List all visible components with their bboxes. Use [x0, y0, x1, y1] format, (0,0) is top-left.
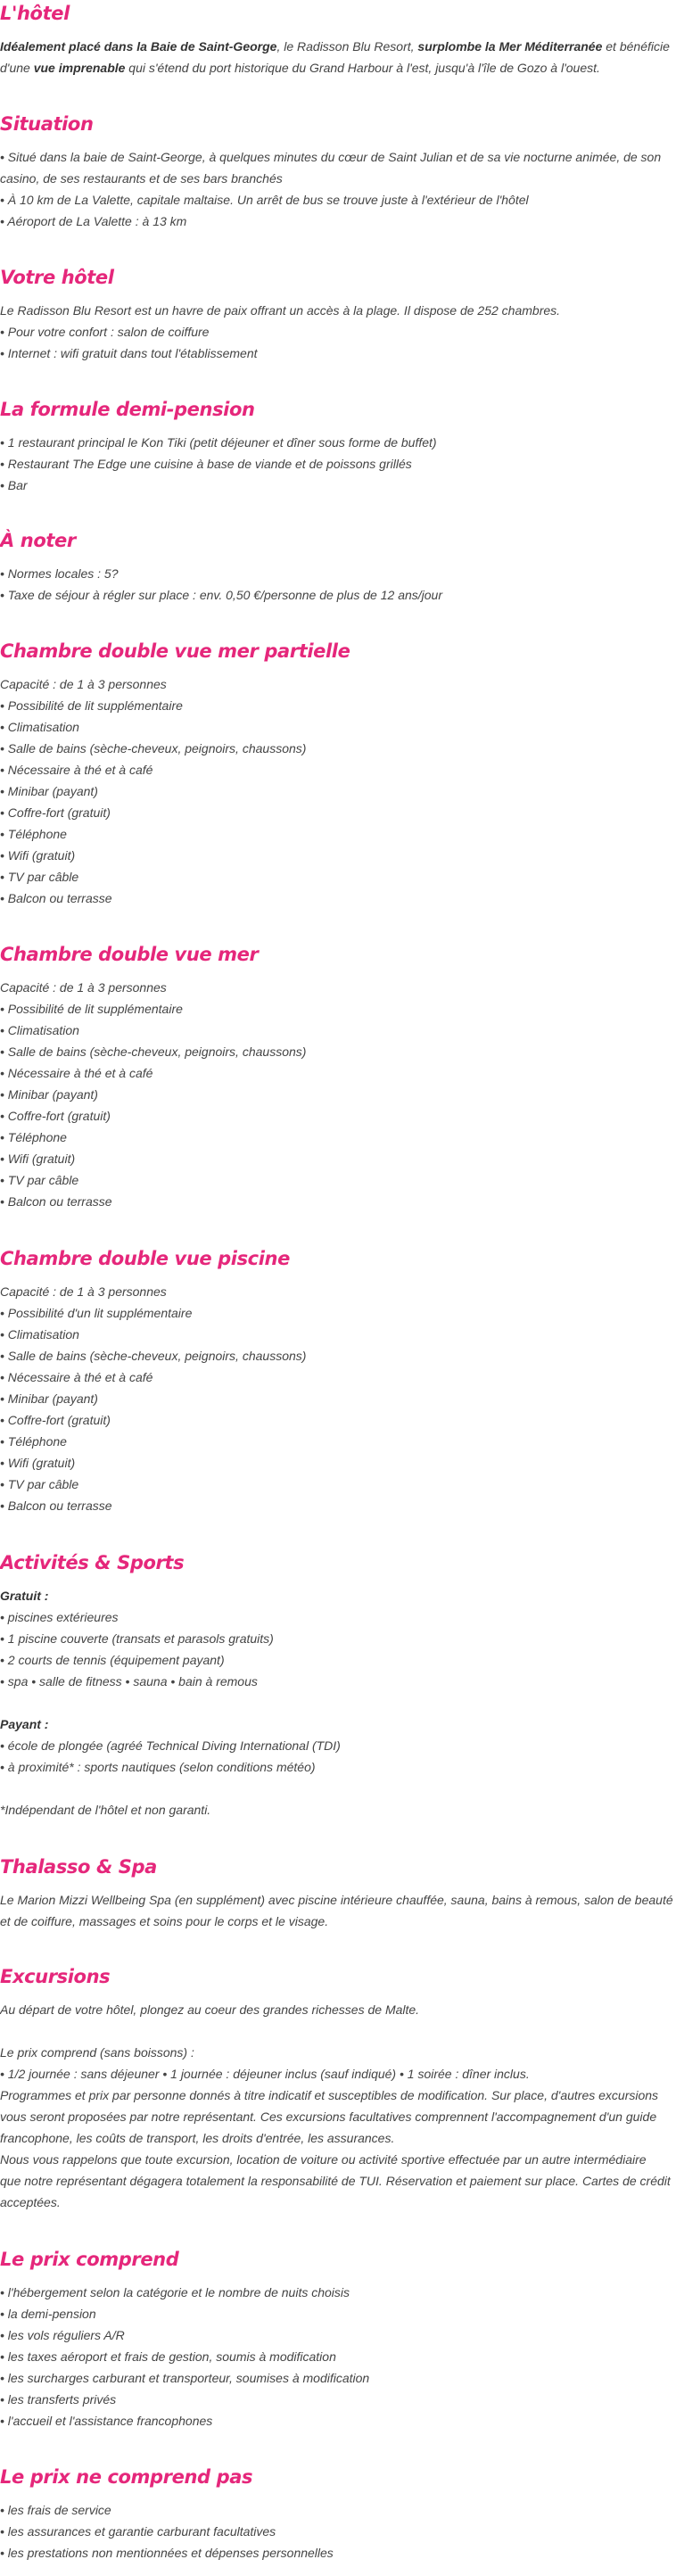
section-heading: Chambre double vue mer [0, 944, 259, 965]
list-item: • Normes locales : 5? [0, 566, 119, 581]
text-line: francophone, les coûts de transport, les droits d'entrée, les assurances. [0, 2131, 395, 2145]
section-le-prix-comprend [0, 2246, 676, 2428]
section-heading: Thalasso & Spa [0, 1856, 157, 1878]
section-activites-sports [0, 1549, 676, 1817]
list-item: • la demi-pension [0, 2307, 96, 2321]
list-item: • Salle de bains (sèche-cheveux, peignoirs, chaussons) [0, 1044, 307, 1059]
text-line: vous seront proposées par notre représentant. Ces excursions facultatives comprennent l'accompagnement d'un guide [0, 2110, 657, 2124]
list-item: • les surcharges carburant et transporteur, soumises à modification [0, 2371, 370, 2385]
section-l-hotel [0, 0, 676, 75]
highlighted-text: vue imprenable [33, 61, 126, 75]
text-line: Au départ de votre hôtel, plongez au coeur des grandes richesses de Malte. [0, 2002, 420, 2017]
list-item: • les frais de service [0, 2503, 111, 2517]
list-item: • Wifi (gratuit) [0, 1152, 76, 1166]
text-line: *Indépendant de l'hôtel et non garanti. [0, 1803, 211, 1817]
list-item: • Minibar (payant) [0, 1087, 98, 1102]
list-item: • À 10 km de La Valette, capitale maltaise. Un arrêt de bus se trouve juste à l'extérieur de l'hôtel [0, 193, 529, 207]
section-body [0, 146, 676, 232]
section-la-formule-demi-pension [0, 396, 676, 492]
text-line: Le prix comprend (sans boissons) : [0, 2045, 194, 2060]
highlighted-text: surplombe la Mer Méditerranée [417, 39, 603, 54]
section-heading: Activités & Sports [0, 1552, 185, 1573]
list-item: • Internet : wifi gratuit dans tout l'établissement [0, 346, 258, 360]
section-votre-hotel [0, 264, 676, 360]
text-line: Capacité : de 1 à 3 personnes [0, 980, 167, 995]
list-item: • TV par câble [0, 1173, 79, 1187]
text-line: Le Marion Mizzi Wellbeing Spa (en supplément) avec piscine intérieure chauffée, sauna, bains à remous, salon de beauté [0, 1893, 673, 1907]
text-line: Capacité : de 1 à 3 personnes [0, 1284, 167, 1299]
list-item: • Minibar (payant) [0, 784, 98, 798]
list-item: • Nécessaire à thé et à café [0, 763, 153, 777]
list-item: • Salle de bains (sèche-cheveux, peignoirs, chaussons) [0, 741, 307, 755]
section-heading: Situation [0, 113, 94, 135]
list-item: • Possibilité de lit supplémentaire [0, 698, 183, 713]
list-item: • les vols réguliers A/R [0, 2328, 125, 2342]
text-line: Nous vous rappelons que toute excursion, location de voiture ou activité sportive effectuée par un autre intermédiaire [0, 2152, 647, 2167]
list-item: • piscines extérieures [0, 1610, 119, 1624]
section-heading: Le prix ne comprend pas [0, 2466, 253, 2488]
section-body [0, 563, 676, 606]
list-item: • Nécessaire à thé et à café [0, 1370, 153, 1384]
list-item: • les prestations non mentionnées et dépenses personnelles [0, 2546, 334, 2560]
list-item: • 1 piscine couverte (transats et parasols gratuits) [0, 1631, 274, 1646]
section-body [0, 1281, 676, 1516]
list-item: • Climatisation [0, 1327, 79, 1342]
text-line: casino, de ses restaurants et de ses bars branchés [0, 171, 283, 186]
text-line: que notre représentant dégagera totalement la responsabilité de TUI. Réservation et paiement sur place. Cartes de crédit [0, 2174, 671, 2188]
list-item: • TV par câble [0, 870, 79, 884]
section-heading: Le prix comprend [0, 2249, 179, 2270]
list-item: • Coffre-fort (gratuit) [0, 805, 111, 820]
section-heading: La formule demi-pension [0, 399, 255, 420]
list-item: • Coffre-fort (gratuit) [0, 1109, 111, 1123]
section-thalasso-spa [0, 1854, 676, 1928]
text-line: acceptées. [0, 2195, 61, 2209]
intro-paragraph [0, 36, 676, 78]
section-heading: Excursions [0, 1966, 111, 1987]
list-item: • Situé dans la baie de Saint-George, à quelques minutes du cœur de Saint Julian et de sa vie nocturne animée, de son [0, 150, 662, 164]
sub-label: Payant : [0, 1717, 49, 1731]
list-item: • Coffre-fort (gratuit) [0, 1413, 111, 1427]
list-item: • école de plongée (agréé Technical Diving International (TDI) [0, 1738, 341, 1753]
text-run: , le Radisson Blu Resort, [276, 39, 418, 54]
sub-label: Gratuit : [0, 1589, 49, 1603]
list-item: • Minibar (payant) [0, 1391, 98, 1406]
text-line: Le Radisson Blu Resort est un havre de paix offrant un accès à la plage. Il dispose de 252 chambres. [0, 303, 561, 318]
list-item: • 1 restaurant principal le Kon Tiki (petit déjeuner et dîner sous forme de buffet) [0, 435, 437, 450]
list-item: • à proximité* : sports nautiques (selon conditions météo) [0, 1760, 316, 1774]
list-item: • Balcon ou terrasse [0, 1194, 112, 1209]
section-body [0, 432, 676, 496]
text-run: qui s'étend du port historique du Grand Harbour à l'est, jusqu'à l'île de Gozo à l'ouest. [125, 61, 600, 75]
section-heading: L'hôtel [0, 3, 70, 24]
list-item: • l'accueil et l'assistance francophones [0, 2414, 213, 2428]
section-chambre-double-vue-mer-partielle [0, 638, 676, 905]
section-body [0, 36, 676, 78]
list-item: • les taxes aéroport et frais de gestion, soumis à modification [0, 2349, 336, 2364]
section-situation [0, 111, 676, 228]
list-item: • les assurances et garantie carburant facultatives [0, 2524, 276, 2539]
text-line: Programmes et prix par personne donnés à titre indicatif et susceptibles de modification. Sur place, d'autres excursions [0, 2088, 659, 2102]
list-item: • Téléphone [0, 1434, 67, 1449]
list-item: • Salle de bains (sèche-cheveux, peignoirs, chaussons) [0, 1349, 307, 1363]
list-item: • Climatisation [0, 1023, 79, 1037]
section-heading: Votre hôtel [0, 267, 114, 288]
section-chambre-double-vue-mer [0, 941, 676, 1209]
list-item: • spa • salle de fitness • sauna • bain à remous [0, 1674, 258, 1688]
section-body [0, 1585, 676, 1821]
list-item: • 2 courts de tennis (équipement payant) [0, 1653, 225, 1667]
section-le-prix-ne-comprend-pas [0, 2464, 676, 2560]
section-excursions [0, 1963, 676, 2209]
list-item: • Taxe de séjour à régler sur place : env. 0,50 €/personne de plus de 12 ans/jour [0, 588, 442, 602]
section-body [0, 977, 676, 1212]
list-item: • Téléphone [0, 1130, 67, 1144]
section-heading: Chambre double vue piscine [0, 1248, 290, 1269]
section-body [0, 1999, 676, 2213]
text-line: Capacité : de 1 à 3 personnes [0, 677, 167, 691]
list-item: • les transferts privés [0, 2392, 117, 2407]
list-item: • Pour votre confort : salon de coiffure [0, 325, 210, 339]
list-item: • Wifi (gratuit) [0, 1456, 76, 1470]
section-a-noter [0, 527, 676, 602]
list-item: • Wifi (gratuit) [0, 848, 76, 863]
list-item: • Possibilité d'un lit supplémentaire [0, 1306, 193, 1320]
list-item: • Nécessaire à thé et à café [0, 1066, 153, 1080]
list-item: • 1/2 journée : sans déjeuner • 1 journée : déjeuner inclus (sauf indiqué) • 1 soirée : dîner inclus. [0, 2067, 530, 2081]
list-item: • Balcon ou terrasse [0, 891, 112, 905]
list-item: • Restaurant The Edge une cuisine à base de viande et de poissons grillés [0, 457, 412, 471]
list-item: • Possibilité de lit supplémentaire [0, 1002, 183, 1016]
blank-line [0, 1778, 676, 1799]
text-run: et bénéficie d'une [0, 39, 670, 75]
list-item: • Climatisation [0, 720, 79, 734]
section-heading: Chambre double vue mer partielle [0, 640, 350, 662]
list-item: • l'hébergement selon la catégorie et le nombre de nuits choisis [0, 2285, 350, 2299]
list-item: • TV par câble [0, 1477, 79, 1491]
list-item: • Aéroport de La Valette : à 13 km [0, 214, 187, 228]
list-item: • Téléphone [0, 827, 67, 841]
section-body [0, 1889, 676, 1932]
list-item: • Bar [0, 478, 28, 492]
section-body [0, 300, 676, 364]
section-body [0, 2499, 676, 2564]
blank-line [0, 1692, 676, 1713]
section-chambre-double-vue-piscine [0, 1245, 676, 1513]
section-body [0, 2282, 676, 2432]
section-body [0, 673, 676, 909]
list-item: • Balcon ou terrasse [0, 1499, 112, 1513]
blank-line [0, 2020, 676, 2042]
section-heading: À noter [0, 530, 76, 551]
highlighted-text: Idéalement placé dans la Baie de Saint-George [0, 39, 277, 54]
text-line: et de coiffure, massages et soins pour le corps et le visage. [0, 1914, 329, 1928]
